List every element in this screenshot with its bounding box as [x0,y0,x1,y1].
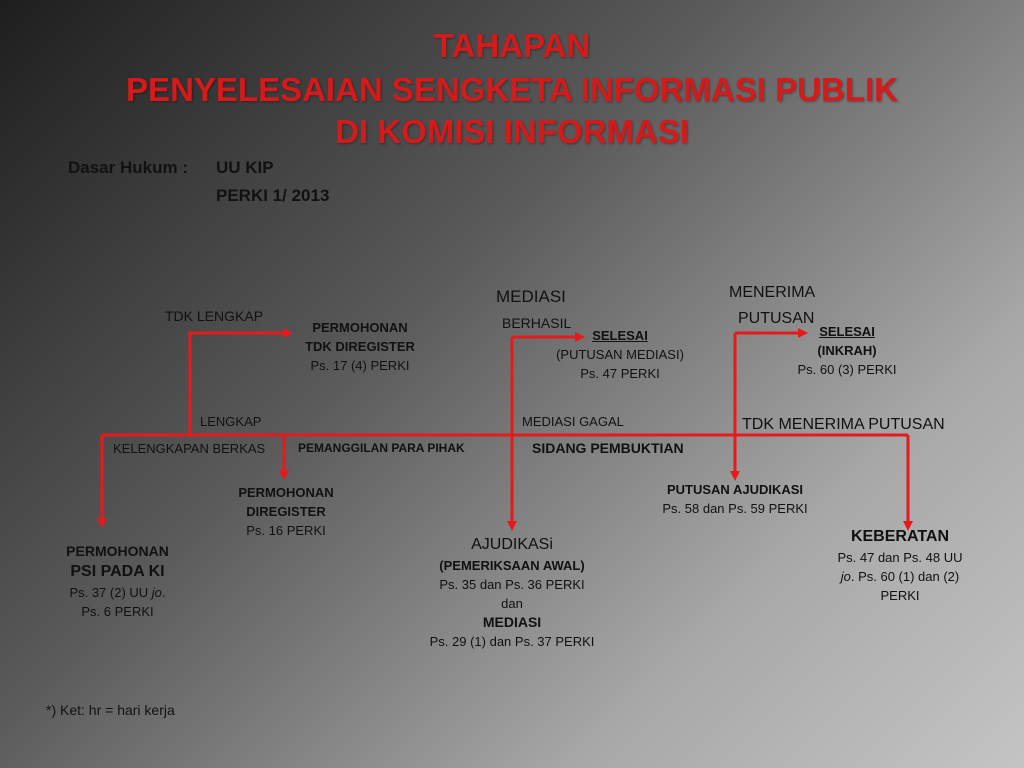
label-menerima-putusan-1: MENERIMA [729,284,816,301]
title-line-1: TAHAPAN [433,27,591,64]
title-line-2: PENYELESAIAN SENGKETA INFORMASI PUBLIK [126,71,898,108]
node-diregister-line1: PERMOHONAN [238,485,334,500]
node-tdk-diregister [295,318,425,375]
footnote: *) Ket: hr = hari kerja [46,702,175,718]
node-ajudikasi-and: dan [501,596,523,611]
node-ajudikasi-mediasi: MEDIASI [482,614,542,630]
node-selesai-mediasi [545,326,695,383]
node-selesai-inkrah [782,322,912,379]
node-diregister-ref: Ps. 16 PERKI [246,523,326,538]
node-putusan-ajudikasi-ref: Ps. 58 dan Ps. 59 PERKI [662,501,808,516]
label-pemanggilan: PEMANGGILAN PARA PIHAK [298,441,465,455]
node-selesai-inkrah-ref: Ps. 60 (3) PERKI [797,362,897,377]
label-mediasi-gagal: MEDIASI GAGAL [522,414,624,429]
node-permohonan-psi-line1: PERMOHONAN [66,543,169,559]
node-ajudikasi-title: AJUDIKASi [471,536,553,553]
node-ajudikasi [410,534,614,651]
node-keberatan-title: KEBERATAN [850,528,950,545]
legal-basis-label: Dasar Hukum : [68,158,188,177]
node-selesai-mediasi-line1: SELESAI [592,328,648,343]
node-ajudikasi-line2: (PEMERIKSAAN AWAL) [439,558,585,573]
node-tdk-diregister-line2: TDK DIREGISTER [305,339,415,354]
node-ajudikasi-ref1: Ps. 35 dan Ps. 36 PERKI [439,577,585,592]
node-selesai-inkrah-line1: SELESAI [819,324,875,339]
node-permohonan-psi-ref2: Ps. 6 PERKI [81,604,154,619]
label-kelengkapan-berkas: KELENGKAPAN BERKAS [113,441,266,456]
node-tdk-diregister-line1: PERMOHONAN [312,320,408,335]
label-menerima-putusan-2: PUTUSAN [738,310,815,327]
node-permohonan-psi-line2: PSI PADA KI [70,563,165,580]
node-keberatan-ref2: jo. Ps. 60 (1) dan (2) [840,569,960,584]
node-ajudikasi-ref2: Ps. 29 (1) dan Ps. 37 PERKI [429,634,595,649]
label-mediasi-berhasil-1: MEDIASI [496,287,566,306]
node-putusan-ajudikasi-line1: PUTUSAN AJUDIKASI [666,482,804,497]
node-diregister-line2: DIREGISTER [246,504,326,519]
node-selesai-mediasi-line2: (PUTUSAN MEDIASI) [556,347,684,362]
node-keberatan-ref3: PERKI [880,588,920,603]
legal-basis-item-1: UU KIP [216,158,274,177]
node-permohonan-psi-ref1: Ps. 37 (2) UU jo. [69,585,166,600]
label-tdk-lengkap: TDK LENGKAP [165,308,264,324]
node-keberatan-ref1: Ps. 47 dan Ps. 48 UU [837,550,963,565]
node-keberatan [810,526,990,605]
node-permohonan-psi [40,542,195,621]
label-tdk-menerima-putusan: TDK MENERIMA PUTUSAN [742,416,945,433]
node-putusan-ajudikasi [640,480,830,518]
label-mediasi-berhasil-2: BERHASIL [502,315,572,331]
node-selesai-inkrah-line2: (INKRAH) [817,343,877,358]
legal-basis-item-2: PERKI 1/ 2013 [216,186,330,205]
node-diregister [221,483,351,540]
label-lengkap: LENGKAP [200,414,262,429]
title-line-3: DI KOMISI INFORMASI [335,113,689,150]
node-tdk-diregister-ref: Ps. 17 (4) PERKI [310,358,410,373]
node-selesai-mediasi-ref: Ps. 47 PERKI [580,366,660,381]
label-sidang-pembuktian: SIDANG PEMBUKTIAN [532,440,684,456]
